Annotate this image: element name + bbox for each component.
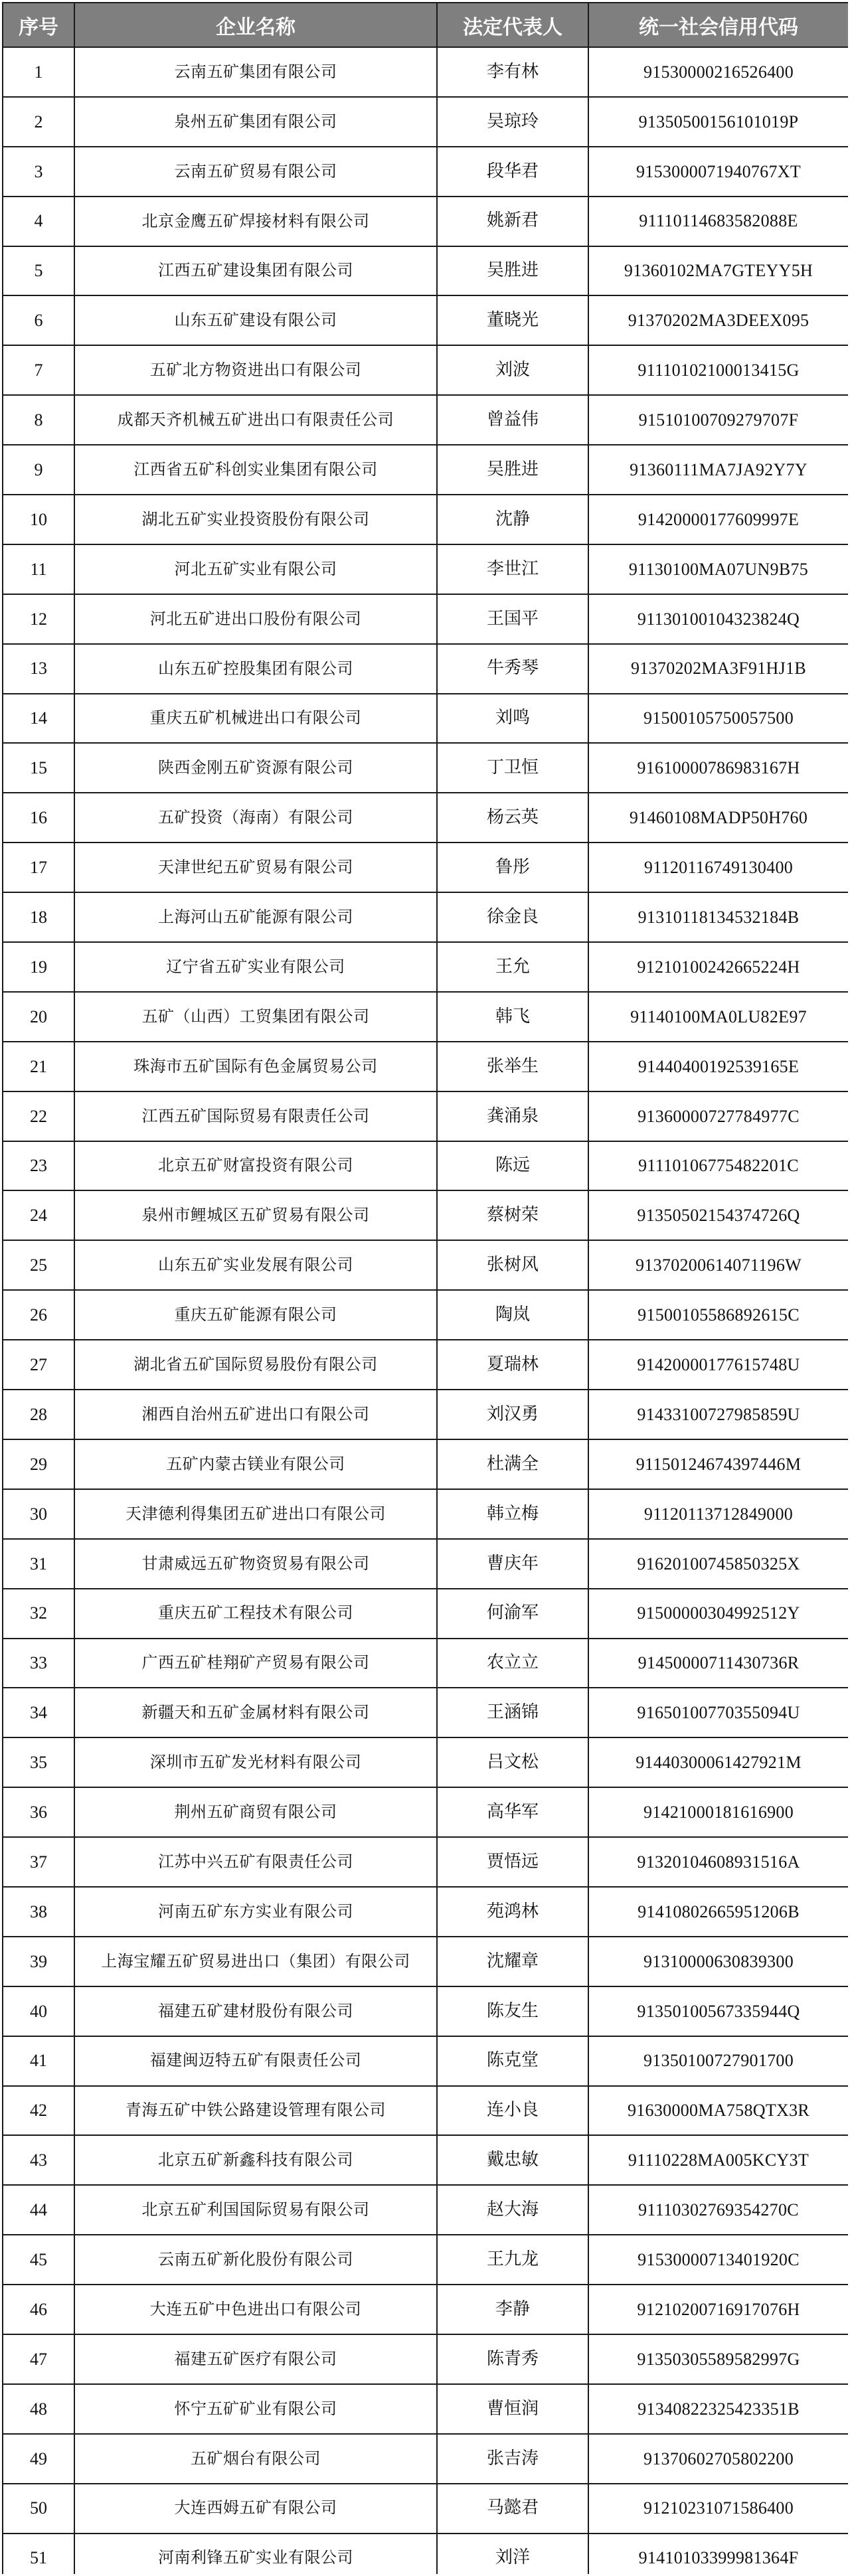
row-index: 39 [3, 1937, 74, 1986]
company-name: 大连西姆五矿有限公司 [74, 2484, 437, 2534]
company-name: 荆州五矿商贸有限公司 [74, 1787, 437, 1837]
company-name: 五矿北方物资进出口有限公司 [74, 345, 437, 395]
row-index: 21 [3, 1042, 74, 1091]
credit-code: 91130100MA07UN9B75 [588, 544, 848, 594]
company-name: 湖北省五矿国际贸易股份有限公司 [74, 1340, 437, 1390]
company-name: 上海河山五矿能源有限公司 [74, 892, 437, 942]
row-index: 27 [3, 1340, 74, 1390]
credit-code: 91210100242665224H [588, 942, 848, 992]
table-row [3, 1489, 848, 1539]
row-index: 2 [3, 97, 74, 147]
table-row [3, 843, 848, 892]
table-row [3, 942, 848, 992]
row-index: 3 [3, 147, 74, 197]
company-name: 深圳市五矿发光材料有限公司 [74, 1737, 437, 1787]
row-index: 40 [3, 1986, 74, 2036]
table-row [3, 97, 848, 147]
credit-code: 91530000216526400 [588, 47, 848, 97]
row-index: 19 [3, 942, 74, 992]
company-name: 北京五矿新鑫科技有限公司 [74, 2135, 437, 2185]
company-name: 福建闽迈特五矿有限责任公司 [74, 2036, 437, 2086]
legal-representative: 马懿君 [437, 2484, 588, 2534]
legal-representative: 陈克堂 [437, 2036, 588, 2086]
legal-representative: 高华军 [437, 1787, 588, 1837]
legal-representative: 李世江 [437, 544, 588, 594]
company-name: 北京五矿财富投资有限公司 [74, 1141, 437, 1191]
row-index: 14 [3, 694, 74, 744]
credit-code: 91120113712849000 [588, 1489, 848, 1539]
header-row [3, 3, 848, 47]
credit-code: 91500000304992512Y [588, 1589, 848, 1639]
table-row [3, 2534, 848, 2574]
company-name: 甘肃威远五矿物资贸易有限公司 [74, 1539, 437, 1589]
credit-code: 91370602705802200 [588, 2434, 848, 2484]
table-row [3, 1737, 848, 1787]
legal-representative: 牛秀琴 [437, 644, 588, 694]
company-name: 辽宁省五矿实业有限公司 [74, 942, 437, 992]
credit-code: 91370202MA3F91HJ1B [588, 644, 848, 694]
table-row [3, 495, 848, 544]
row-index: 41 [3, 2036, 74, 2086]
legal-representative: 吴琼玲 [437, 97, 588, 147]
company-name: 上海宝耀五矿贸易进出口（集团）有限公司 [74, 1937, 437, 1986]
credit-code: 91360000727784977C [588, 1091, 848, 1141]
credit-code: 91350100567335944Q [588, 1986, 848, 2036]
legal-representative: 杨云英 [437, 793, 588, 843]
row-index: 6 [3, 295, 74, 345]
legal-representative: 陶岚 [437, 1290, 588, 1340]
table-row [3, 694, 848, 744]
legal-representative: 曹恒润 [437, 2384, 588, 2434]
row-index: 36 [3, 1787, 74, 1837]
row-index: 12 [3, 594, 74, 644]
credit-code: 91410802665951206B [588, 1887, 848, 1937]
company-name: 北京金鹰五矿焊接材料有限公司 [74, 197, 437, 246]
credit-code: 91610000786983167H [588, 743, 848, 793]
company-name: 河北五矿实业有限公司 [74, 544, 437, 594]
company-name: 怀宁五矿矿业有限公司 [74, 2384, 437, 2434]
table-row [3, 892, 848, 942]
legal-representative: 陈远 [437, 1141, 588, 1191]
row-index: 30 [3, 1489, 74, 1539]
credit-code: 91440300061427921M [588, 1737, 848, 1787]
credit-code: 91500105750057500 [588, 694, 848, 744]
company-name: 江西省五矿科创实业集团有限公司 [74, 445, 437, 495]
legal-representative: 李有林 [437, 47, 588, 97]
legal-representative: 沈耀章 [437, 1937, 588, 1986]
legal-representative: 刘鸣 [437, 694, 588, 744]
credit-code: 91110102100013415G [588, 345, 848, 395]
company-name: 广西五矿桂翔矿产贸易有限公司 [74, 1639, 437, 1688]
table-body [3, 47, 848, 2574]
legal-representative: 刘波 [437, 345, 588, 395]
row-index: 47 [3, 2334, 74, 2384]
table-row [3, 2086, 848, 2136]
table-row [3, 295, 848, 345]
company-name: 云南五矿集团有限公司 [74, 47, 437, 97]
header-index: 序号 [3, 3, 74, 47]
credit-code: 915300007194076​7XT [588, 147, 848, 197]
company-name: 福建五矿医疗有限公司 [74, 2334, 437, 2384]
row-index: 31 [3, 1539, 74, 1589]
legal-representative: 吴胜进 [437, 445, 588, 495]
row-index: 42 [3, 2086, 74, 2136]
row-index: 20 [3, 992, 74, 1042]
company-name: 成都天齐机械五矿进出口有限责任公司 [74, 395, 437, 445]
table-row [3, 2285, 848, 2334]
table-row [3, 1091, 848, 1141]
credit-code: 91350500156101019P [588, 97, 848, 147]
legal-representative: 曾益伟 [437, 395, 588, 445]
table-row [3, 1240, 848, 1290]
table-row [3, 2185, 848, 2235]
company-name: 云南五矿新化股份有限公司 [74, 2235, 437, 2285]
credit-code: 91620100745850325X [588, 1539, 848, 1589]
company-name: 湖北五矿实业投资股份有限公司 [74, 495, 437, 544]
table-row [3, 1639, 848, 1688]
credit-code: 91310000630839300 [588, 1937, 848, 1986]
credit-code: 91440400192539165E [588, 1042, 848, 1091]
row-index: 48 [3, 2384, 74, 2434]
legal-representative: 董晓光 [437, 295, 588, 345]
credit-code: 91650100770355094U [588, 1688, 848, 1737]
legal-representative: 刘汉勇 [437, 1390, 588, 1439]
legal-representative: 张树风 [437, 1240, 588, 1290]
table-row [3, 445, 848, 495]
table-row [3, 147, 848, 197]
legal-representative: 张举生 [437, 1042, 588, 1091]
legal-representative: 王国平 [437, 594, 588, 644]
company-name: 陕西金刚五矿资源有限公司 [74, 743, 437, 793]
table-row [3, 594, 848, 644]
legal-representative: 王允 [437, 942, 588, 992]
table-row [3, 47, 848, 97]
company-name: 江苏中兴五矿有限责任公司 [74, 1837, 437, 1887]
table-row [3, 246, 848, 296]
legal-representative: 陈友生 [437, 1986, 588, 2036]
legal-representative: 姚新君 [437, 197, 588, 246]
table-row [3, 1390, 848, 1439]
table-row [3, 1340, 848, 1390]
table-row [3, 743, 848, 793]
company-name: 山东五矿实业发展有限公司 [74, 1240, 437, 1290]
credit-code: 91370200614071196W [588, 1240, 848, 1290]
legal-representative: 丁卫恒 [437, 743, 588, 793]
row-index: 51 [3, 2534, 74, 2574]
table-row [3, 793, 848, 843]
header-credit-code: 统一社会信用代码 [588, 3, 848, 47]
table-row [3, 644, 848, 694]
company-name: 天津世纪五矿贸易有限公司 [74, 843, 437, 892]
table-row [3, 2135, 848, 2185]
credit-code: 91421000181616900 [588, 1787, 848, 1837]
header-legal-representative: 法定代表人 [437, 3, 588, 47]
row-index: 29 [3, 1439, 74, 1489]
company-name: 泉州市鲤城区五矿贸易有限公司 [74, 1190, 437, 1240]
row-index: 1 [3, 47, 74, 97]
legal-representative: 王九龙 [437, 2235, 588, 2285]
company-name: 福建五矿建材股份有限公司 [74, 1986, 437, 2036]
credit-code: 91110302769354270C [588, 2185, 848, 2235]
credit-code: 91370202MA3DEEX095 [588, 295, 848, 345]
company-name: 珠海市五矿国际有色金属贸易公司 [74, 1042, 437, 1091]
table-row [3, 1290, 848, 1340]
credit-code: 91210231071586400 [588, 2484, 848, 2534]
company-name: 重庆五矿机械进出口有限公司 [74, 694, 437, 744]
table-row [3, 395, 848, 445]
table-row [3, 2334, 848, 2384]
table-row [3, 2036, 848, 2086]
credit-code: 91350502154374726Q [588, 1190, 848, 1240]
legal-representative: 杜满全 [437, 1439, 588, 1489]
company-name: 青海五矿中铁公路建设管理有限公司 [74, 2086, 437, 2136]
row-index: 5 [3, 246, 74, 296]
legal-representative: 张吉涛 [437, 2434, 588, 2484]
credit-code: 91310118134532184B [588, 892, 848, 942]
legal-representative: 段华君 [437, 147, 588, 197]
company-name: 云南五矿贸易有限公司 [74, 147, 437, 197]
credit-code: 91630000MA758QTX3R [588, 2086, 848, 2136]
row-index: 7 [3, 345, 74, 395]
legal-representative: 韩立梅 [437, 1489, 588, 1539]
table-header [3, 3, 848, 47]
row-index: 32 [3, 1589, 74, 1639]
legal-representative: 吕文松 [437, 1737, 588, 1787]
company-name: 重庆五矿工程技术有限公司 [74, 1589, 437, 1639]
credit-code: 91433100727985859U [588, 1390, 848, 1439]
credit-code: 91420000177609997E [588, 495, 848, 544]
legal-representative: 刘洋 [437, 2534, 588, 2574]
company-name: 五矿投资（海南）有限公司 [74, 793, 437, 843]
company-table [2, 2, 848, 2574]
legal-representative: 戴忠敏 [437, 2135, 588, 2185]
row-index: 24 [3, 1190, 74, 1240]
company-name: 河北五矿进出口股份有限公司 [74, 594, 437, 644]
company-list-sheet [2, 2, 848, 2574]
legal-representative: 吴胜进 [437, 246, 588, 296]
legal-representative: 鲁彤 [437, 843, 588, 892]
company-name: 五矿烟台有限公司 [74, 2434, 437, 2484]
table-row [3, 1937, 848, 1986]
company-name: 新疆天和五矿金属材料有限公司 [74, 1688, 437, 1737]
company-name: 江西五矿建设集团有限公司 [74, 246, 437, 296]
legal-representative: 贾悟远 [437, 1837, 588, 1887]
row-index: 23 [3, 1141, 74, 1191]
company-name: 天津德利得集团五矿进出口有限公司 [74, 1489, 437, 1539]
legal-representative: 农立立 [437, 1639, 588, 1688]
credit-code: 91340822325423351B [588, 2384, 848, 2434]
table-row [3, 1837, 848, 1887]
table-row [3, 1887, 848, 1937]
credit-code: 91130100104323824Q [588, 594, 848, 644]
credit-code: 91320104608931516A [588, 1837, 848, 1887]
legal-representative: 连小良 [437, 2086, 588, 2136]
row-index: 22 [3, 1091, 74, 1141]
table-row [3, 345, 848, 395]
row-index: 26 [3, 1290, 74, 1340]
credit-code: 91110114683582088E [588, 197, 848, 246]
credit-code: 91120116749130400 [588, 843, 848, 892]
legal-representative: 陈青秀 [437, 2334, 588, 2384]
table-row [3, 1589, 848, 1639]
credit-code: 91410103399981364F [588, 2534, 848, 2574]
credit-code: 91510100709279707F [588, 395, 848, 445]
company-name: 河南利锋五矿实业有限公司 [74, 2534, 437, 2574]
company-name: 山东五矿控股集团有限公司 [74, 644, 437, 694]
company-name: 河南五矿东方实业有限公司 [74, 1887, 437, 1937]
header-company-name: 企业名称 [74, 3, 437, 47]
table-row [3, 1787, 848, 1837]
row-index: 35 [3, 1737, 74, 1787]
table-row [3, 197, 848, 246]
row-index: 44 [3, 2185, 74, 2235]
table-row [3, 1986, 848, 2036]
row-index: 10 [3, 495, 74, 544]
company-name: 大连五矿中色进出口有限公司 [74, 2285, 437, 2334]
table-row [3, 1539, 848, 1589]
legal-representative: 龚涌泉 [437, 1091, 588, 1141]
credit-code: 91350100727901700 [588, 2036, 848, 2086]
table-row [3, 2484, 848, 2534]
company-name: 江西五矿国际贸易有限责任公司 [74, 1091, 437, 1141]
credit-code: 91360102MA7GTEYY5H [588, 246, 848, 296]
table-row [3, 2384, 848, 2434]
company-name: 北京五矿利国国际贸易有限公司 [74, 2185, 437, 2235]
company-name: 五矿内蒙古镁业有限公司 [74, 1439, 437, 1489]
row-index: 15 [3, 743, 74, 793]
credit-code: 91150124674397446M [588, 1439, 848, 1489]
company-name: 重庆五矿能源有限公司 [74, 1290, 437, 1340]
row-index: 49 [3, 2434, 74, 2484]
row-index: 8 [3, 395, 74, 445]
legal-representative: 徐金良 [437, 892, 588, 942]
row-index: 18 [3, 892, 74, 942]
company-name: 五矿（山西）工贸集团有限公司 [74, 992, 437, 1042]
credit-code: 91360111MA7JA92Y7Y [588, 445, 848, 495]
table-row [3, 544, 848, 594]
table-row [3, 2235, 848, 2285]
row-index: 50 [3, 2484, 74, 2534]
table-row [3, 1439, 848, 1489]
row-index: 13 [3, 644, 74, 694]
row-index: 28 [3, 1390, 74, 1439]
legal-representative: 曹庆年 [437, 1539, 588, 1589]
credit-code: 91420000177615748U [588, 1340, 848, 1390]
row-index: 37 [3, 1837, 74, 1887]
table-row [3, 1042, 848, 1091]
row-index: 33 [3, 1639, 74, 1688]
table-row [3, 1141, 848, 1191]
credit-code: 91530000713401920C [588, 2235, 848, 2285]
table-row [3, 2434, 848, 2484]
row-index: 11 [3, 544, 74, 594]
legal-representative: 韩飞 [437, 992, 588, 1042]
credit-code: 91110106775482201C [588, 1141, 848, 1191]
row-index: 17 [3, 843, 74, 892]
row-index: 34 [3, 1688, 74, 1737]
row-index: 38 [3, 1887, 74, 1937]
legal-representative: 李静 [437, 2285, 588, 2334]
legal-representative: 沈静 [437, 495, 588, 544]
legal-representative: 蔡树荣 [437, 1190, 588, 1240]
credit-code: 91210200716917076H [588, 2285, 848, 2334]
row-index: 25 [3, 1240, 74, 1290]
row-index: 46 [3, 2285, 74, 2334]
legal-representative: 苑鸿林 [437, 1887, 588, 1937]
row-index: 45 [3, 2235, 74, 2285]
row-index: 16 [3, 793, 74, 843]
credit-code: 91500105586892615C [588, 1290, 848, 1340]
legal-representative: 赵大海 [437, 2185, 588, 2235]
company-name: 山东五矿建设有限公司 [74, 295, 437, 345]
legal-representative: 王涵锦 [437, 1688, 588, 1737]
company-name: 湘西自治州五矿进出口有限公司 [74, 1390, 437, 1439]
credit-code: 91110228MA005KCY3T [588, 2135, 848, 2185]
row-index: 43 [3, 2135, 74, 2185]
legal-representative: 夏瑞林 [437, 1340, 588, 1390]
credit-code: 91450000711430736R [588, 1639, 848, 1688]
credit-code: 91460108MADP50H760 [588, 793, 848, 843]
table-row [3, 1688, 848, 1737]
company-name: 泉州五矿集团有限公司 [74, 97, 437, 147]
credit-code: 91350305589582997G [588, 2334, 848, 2384]
table-row [3, 992, 848, 1042]
legal-representative: 何渝军 [437, 1589, 588, 1639]
credit-code: 91140100MA0LU82E97 [588, 992, 848, 1042]
table-row [3, 1190, 848, 1240]
row-index: 9 [3, 445, 74, 495]
row-index: 4 [3, 197, 74, 246]
